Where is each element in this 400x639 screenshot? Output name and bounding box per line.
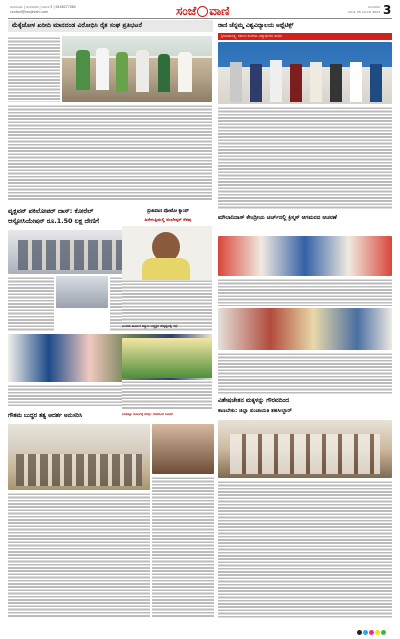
article-1-text-bottom: [8, 104, 212, 200]
article-5-photo-2: [218, 308, 392, 350]
athlete-figure: [310, 62, 322, 102]
article-5-headline-text: ಮೌಲಾನಿದಾಸ್ ಕೇಂದ್ರೀಯ ಚರ್ಚ್‌ನಲ್ಲಿ ಕ್ರಿಸ್ಮಸ್ ಆಗಮನದ ಆಚರಣೆ: [218, 215, 337, 221]
page-number: 3: [383, 3, 392, 17]
protester-figure: [178, 52, 192, 92]
article-3-text-col1: [8, 276, 54, 332]
article-1-headline-text: ಮೆಕ್ಕೆಜೋಳ ಖರೀದಿ ಮಾನದಂಡ ವಿರೋಧಿಸಿ ರೈತ ಸಂಘ ಪ್ರತಿಭಟನೆ: [12, 22, 143, 29]
article-3-headline-line1: ವೃಕ್ಷವನ್ ಪಕಿಲೋಪರ್ ದಾಸ್: ಕೋರೆಲ್: [8, 207, 94, 215]
registration-marks: [356, 620, 386, 639]
article-2-photo: [218, 42, 392, 104]
mid-subhead: [122, 324, 214, 336]
masthead-right-line2: ದಿನಾಂಕ: 05 ಡಿಸೆಂಬರ್ 2023: [347, 10, 380, 14]
article-2-subhead-text: ಶ್ರೀಮಹಾಲಕ್ಷ್ಮಿ ಸರ್ಕಾರಿ ಕಾಲೇಜು ವಿದ್ಯಾರ್ಥಿಗಳ ಸಾಧನೆ: [221, 34, 282, 38]
mid-subhead-text: ಬಂದರು ಕಾರ್ಮಿಕ ಕಲ್ಯಾಣ ಅಧ್ಯಕ್ಷರ ನೇತೃತ್ವದಲ್ಲಿ ಸಭೆ: [122, 324, 178, 328]
athlete-figure: [290, 64, 302, 102]
protester-figure: [96, 48, 109, 90]
logo-right-text: ವಾಣಿ: [209, 4, 230, 18]
article-4-portrait: [122, 226, 212, 280]
article-6-text: [8, 492, 150, 618]
registration-mark-black: [357, 630, 362, 635]
article-2-text: [218, 106, 392, 210]
athlete-figure: [370, 64, 382, 102]
article-3-headline-line2: ಆಸ್ಪೋಸಿಯೇಷನ್ ರೂ.1.50 ಲಕ್ಷ ದೇಣಿಗೆ: [8, 217, 99, 225]
article-4-headline-line2: ಹಿರೇಗುತ್ತಿಯಲ್ಲಿ ಅಂಬೇಡ್ಕರ್ ನೆನಪು: [144, 217, 192, 222]
article-5-photo: [218, 236, 392, 276]
article-4-headline: [122, 208, 214, 226]
mid-subhead-2-text: ಬುಡಕಟ್ಟು ಜನಾಂಗಕ್ಕೆ ನೆರವು: ಸಚಿವರಿಂದ ಸೂಚನೆ: [122, 412, 173, 416]
article-7-headline-line1: ವಿಶೇಷಚೇತನ ಮಕ್ಕಳನ್ನು ಗೌರವದಿಂದ: [218, 397, 290, 404]
registration-mark-yellow: [375, 630, 380, 635]
article-7-headline-line2: ಕಾಣಬೇಕು: ಜಿಲ್ಲಾ ಪಂಚಾಯತಿ ತಹಸೀಲ್ದಾರ್: [218, 408, 292, 414]
athlete-figure: [230, 62, 242, 102]
article-5-text-2: [218, 352, 392, 394]
mid-text: [122, 380, 212, 410]
article-7-text: [218, 480, 392, 618]
mid-photo: [122, 338, 212, 378]
protester-figure: [116, 52, 128, 92]
athlete-figure: [250, 64, 262, 102]
masthead-rule: [8, 18, 392, 19]
article-1-photo: [62, 36, 212, 102]
protester-figure: [158, 54, 170, 92]
article-6-photo: [8, 424, 150, 490]
masthead-logo: [176, 4, 230, 19]
protester-figure: [76, 50, 90, 90]
masthead-left-line1: ಮಂಗಳೂರು | ಮಂಗಳವಾರ | ದಿನಾಂಕ 5 | 9448277080: [10, 5, 76, 9]
registration-mark-green: [381, 630, 386, 635]
portrait-body: [142, 258, 190, 280]
registration-mark-cyan: [363, 630, 368, 635]
masthead-right-line1: ಮಂಗಳವಾರ: [367, 5, 380, 9]
article-2-headline: [218, 20, 392, 32]
article-5-text: [218, 278, 392, 306]
dignitary-figure: [230, 434, 380, 474]
registration-mark-magenta: [369, 630, 374, 635]
logo-left-text: ಸಂಜೆ: [176, 4, 197, 18]
logo-emblem-icon: [197, 6, 208, 17]
protester-figure: [136, 50, 149, 92]
article-1-text-col1: [8, 36, 60, 102]
article-1-headline: [8, 20, 213, 32]
article-5-headline: [218, 214, 392, 234]
article-3-inset-photo: [56, 276, 108, 308]
article-6-headline-text: ಗೌತಮ ಬುದ್ಧರ ತತ್ವ ಆದರ್ಶ ಅನುಸರಿಸಿ: [8, 413, 83, 419]
athlete-figure: [270, 60, 282, 102]
athlete-figure: [350, 62, 362, 102]
masthead-left-line2: contact@sanjevani.com: [10, 10, 49, 14]
article-4-text: [122, 282, 212, 322]
athlete-figure: [330, 64, 342, 102]
audience-figure: [16, 454, 142, 486]
article-4-headline-line1: ಪ್ರಜಾವಾಣಿ ಪೋಟೋ ಕ್ಯಾಂಪ್: [147, 209, 189, 214]
article-6-headline: [8, 410, 118, 422]
mid-lower-photo: [152, 424, 214, 474]
article-2-subhead: [218, 33, 392, 40]
article-7-photo: [218, 420, 392, 478]
mid-lower-text: [152, 476, 214, 618]
mid-subhead-2: [122, 412, 214, 422]
article-7-headline: [218, 396, 392, 418]
article-2-headline-text: ರಾಣಿ ಚೆನ್ನಮ್ಮ ವಿಶ್ವವಿದ್ಯಾಲಯ ಅಥ್ಲೆಟಿಕ್ಸ್: [218, 23, 294, 29]
